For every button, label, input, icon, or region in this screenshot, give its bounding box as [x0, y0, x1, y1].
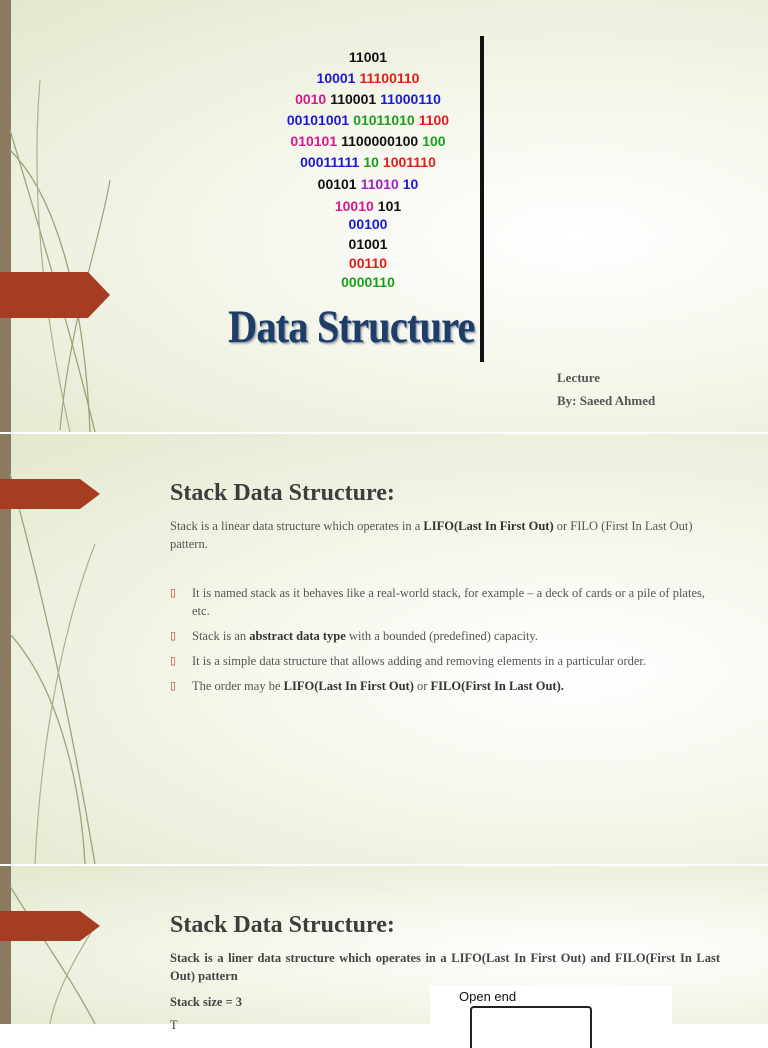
diagram-label: Open end [459, 989, 517, 1004]
binary-row [0, 234, 752, 254]
slide-heading: Stack Data Structure: [170, 912, 395, 938]
stack-definition [170, 517, 720, 553]
binary-segment: 0010 [295, 91, 327, 107]
binary-segment: 00101001 [286, 112, 350, 128]
binary-segment: 00101 [317, 176, 357, 192]
slide-stack-intro [0, 434, 768, 864]
binary-segment: 00110 [348, 255, 388, 271]
list-item-bold: abstract data type [249, 629, 346, 643]
slide-arrow-marker [0, 911, 100, 941]
binary-segment: 01011010 [353, 112, 415, 128]
binary-segment: 110001 [330, 91, 377, 107]
binary-row [0, 131, 752, 151]
binary-segment: 00011111 [300, 154, 360, 170]
definition-text-end: or FILO (First In Last Out) pattern. [170, 519, 693, 551]
list-item [170, 584, 720, 620]
binary-segment: 101 [377, 198, 402, 214]
definition-bold: LIFO(Last In First Out) [423, 519, 554, 533]
binary-segment: 11001 [348, 49, 388, 65]
list-item [170, 627, 720, 645]
binary-segment: 100 [422, 133, 446, 149]
binary-segment: 11000110 [380, 91, 441, 107]
binary-segment: 10001 [316, 70, 356, 86]
binary-row [0, 196, 752, 216]
bullet-icon: ▯ [170, 630, 177, 642]
definition-text: Stack is a linear data structure which operates in a [170, 519, 424, 533]
slide-arrow-marker [0, 479, 100, 509]
binary-row [0, 110, 752, 130]
list-item [170, 652, 720, 670]
title-divider-line [480, 36, 484, 362]
lecture-label: Lecture [557, 370, 601, 385]
binary-row [0, 214, 752, 234]
stack-definition: Stack is a liner data structure which operates in a LIFO(Last In First Out) and FILO(First In Last Out) pattern [170, 951, 720, 983]
binary-row [0, 253, 752, 273]
decorative-grass-lines [0, 866, 110, 1024]
list-item-text: The order may be [192, 679, 284, 693]
partial-text: T [170, 1018, 178, 1032]
binary-segment: 10010 [334, 198, 374, 214]
stack-size-text: Stack size = 3 [170, 995, 243, 1009]
slide-heading: Stack Data Structure: [170, 480, 395, 506]
list-item-text-end: with a bounded (predefined) capacity. [345, 629, 538, 643]
binary-segment: 1001110 [382, 154, 436, 170]
binary-row [0, 152, 752, 172]
stack-diagram [430, 985, 672, 1045]
binary-segment: 0000110 [341, 274, 395, 290]
binary-row [0, 174, 752, 194]
list-item-text: It is a simple data structure that allows adding and removing elements in a particular order. [192, 654, 647, 668]
binary-row [0, 272, 752, 292]
binary-row [0, 47, 752, 67]
binary-segment: 11100110 [359, 70, 420, 86]
slide-title [0, 0, 768, 432]
binary-segment: 1100 [418, 112, 450, 128]
bullet-icon: ▯ [170, 655, 177, 667]
list-item-bold: LIFO(Last In First Out) [283, 679, 414, 693]
binary-row [0, 89, 752, 109]
list-item-text: Stack is an [192, 629, 250, 643]
bullet-icon: ▯ [170, 587, 177, 599]
binary-segment: 1100000100 [341, 133, 419, 149]
stack-container-shape [470, 1006, 592, 1048]
list-item-bold-end: FILO(First In Last Out). [430, 679, 564, 693]
binary-row [0, 68, 752, 88]
list-item-text-mid: or [413, 679, 431, 693]
slide-stack-example [0, 866, 768, 1032]
main-title: Data Structure [228, 301, 475, 353]
binary-segment: 11010 [360, 176, 399, 192]
binary-segment: 10 [402, 176, 419, 192]
binary-segment: 10 [363, 154, 379, 170]
lecture-info [557, 366, 655, 412]
list-item-text: It is named stack as it behaves like a real-world stack, for example – a deck of cards or a pile of plates, etc. [192, 586, 705, 618]
bullet-icon: ▯ [170, 680, 177, 692]
author-name: By: Saeed Ahmed [557, 393, 656, 408]
binary-segment: 010101 [290, 133, 338, 149]
list-item [170, 677, 720, 695]
binary-segment: 00100 [348, 216, 388, 232]
binary-segment: 01001 [348, 236, 388, 252]
stack-facts-list [170, 584, 720, 702]
